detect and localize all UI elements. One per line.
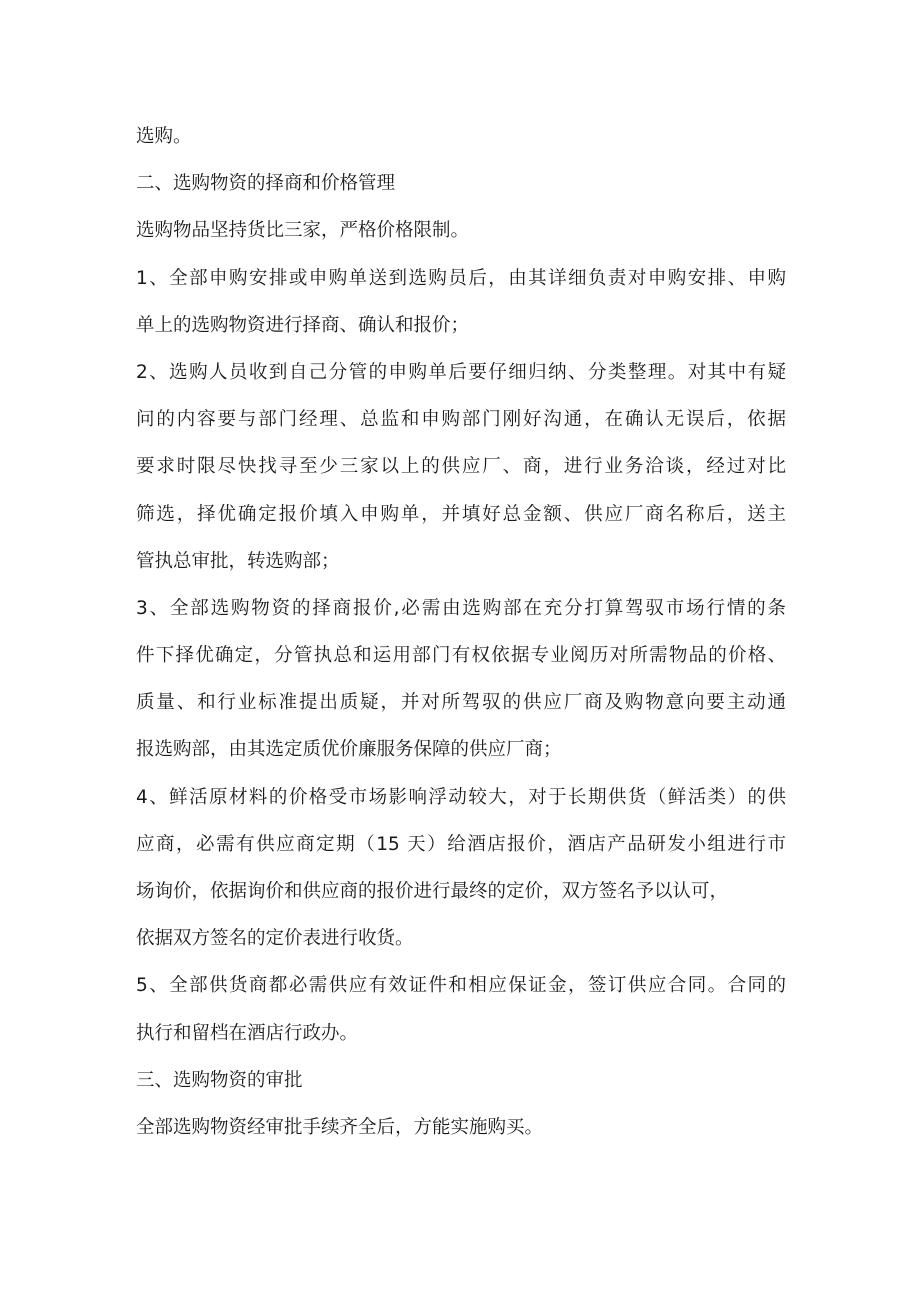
text-line: 依据双方签名的定价表进行收货。 xyxy=(136,928,414,950)
text-line: 应商，必需有供应商定期（15 天）给酒店报价，酒店产品研发小组进行市 xyxy=(136,833,786,855)
text-line: 3、全部选购物资的择商报价,必需由选购部在充分打算驾驭市场行情的条 xyxy=(136,597,786,619)
text-line: 2、选购人员收到自己分管的申购单后要仔细归纳、分类整理。对其中有疑 xyxy=(136,361,786,383)
text-line: 单上的选购物资进行择商、确认和报价； xyxy=(136,314,470,336)
text-line: 质量、和行业标准提出质疑，并对所驾驭的供应厂商及购物意向要主动通 xyxy=(136,692,786,714)
text-line: 场询价，依据询价和供应商的报价进行最终的定价，双方签名予以认可， xyxy=(136,881,729,902)
text-line: 二、选购物资的择商和价格管理 xyxy=(136,173,396,195)
text-line: 要求时限尽快找寻至少三家以上的供应厂、商，进行业务洽谈，经过对比 xyxy=(136,456,786,478)
text-line: 全部选购物资经审批手续齐全后，方能实施购买。 xyxy=(136,1116,544,1138)
text-line: 筛选，择优确定报价填入申购单，并填好总金额、供应厂商名称后，送主 xyxy=(136,503,786,525)
text-line: 4、鲜活原材料的价格受市场影响浮动较大，对于长期供货（鲜活类）的供 xyxy=(136,786,786,808)
text-line: 5、全部供货商都必需供应有效证件和相应保证金，签订供应合同。合同的 xyxy=(136,975,786,997)
text-line: 执行和留档在酒店行政办。 xyxy=(136,1022,359,1044)
text-line: 三、选购物资的审批 xyxy=(136,1069,303,1091)
text-line: 管执总审批，转选购部； xyxy=(136,550,340,572)
text-line: 问的内容要与部门经理、总监和申购部门刚好沟通，在确认无误后，依据 xyxy=(136,409,786,431)
document-body xyxy=(136,113,786,1151)
text-line: 选购。 xyxy=(136,126,192,147)
text-line: 报选购部，由其选定质优价廉服务保障的供应厂商； xyxy=(136,739,562,761)
text-line: 选购物品坚持货比三家，严格价格限制。 xyxy=(136,220,470,242)
text-line: 件下择优确定，分管执总和运用部门有权依据专业阅历对所需物品的价格、 xyxy=(136,645,786,667)
text-line: 1、全部申购安排或申购单送到选购员后，由其详细负责对申购安排、申购 xyxy=(136,267,786,289)
